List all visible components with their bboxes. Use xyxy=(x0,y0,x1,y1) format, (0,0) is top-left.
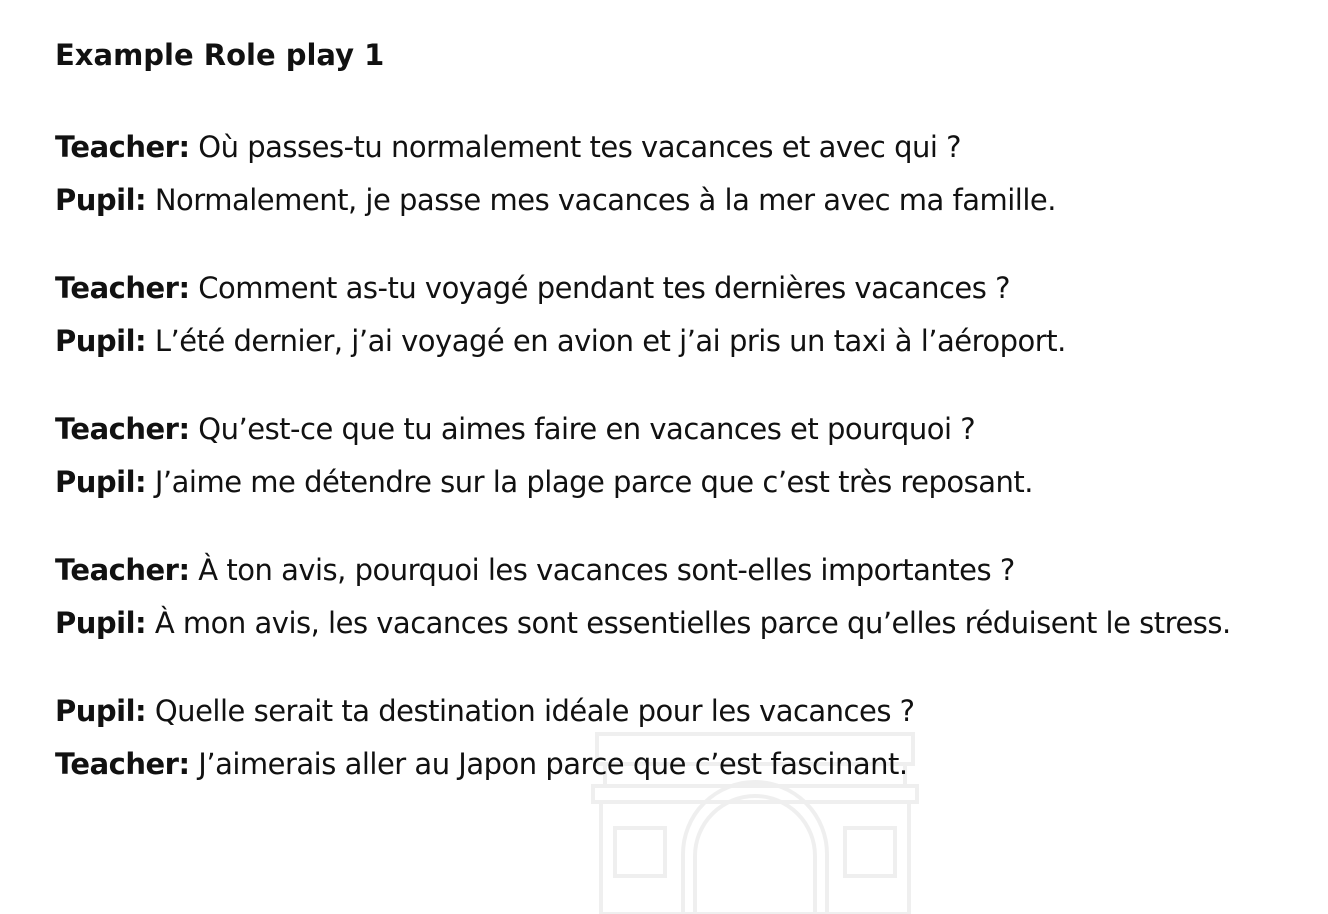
dialogue-line xyxy=(55,551,1015,589)
dialogue-line xyxy=(55,269,1010,307)
speaker-label: Teacher: xyxy=(55,130,190,164)
speaker-label: Teacher: xyxy=(55,553,190,587)
speaker-label: Pupil: xyxy=(55,465,147,499)
dialogue-line xyxy=(55,463,1033,501)
line-text: Comment as-tu voyagé pendant tes dernières vacances ? xyxy=(189,271,1010,305)
dialogue-line xyxy=(55,692,915,730)
line-text: Quelle serait ta destination idéale pour les vacances ? xyxy=(146,694,915,728)
speaker-label: Teacher: xyxy=(55,271,190,305)
speaker-label: Pupil: xyxy=(55,694,147,728)
line-text: J’aimerais aller au Japon parce que c’est fascinant. xyxy=(189,747,908,781)
line-text: Normalement, je passe mes vacances à la mer avec ma famille. xyxy=(146,183,1056,217)
line-text: J’aime me détendre sur la plage parce que c’est très reposant. xyxy=(146,465,1034,499)
speaker-label: Pupil: xyxy=(55,183,147,217)
line-text: Où passes-tu normalement tes vacances et avec qui ? xyxy=(189,130,962,164)
line-text: Qu’est-ce que tu aimes faire en vacances et pourquoi ? xyxy=(189,412,976,446)
speaker-label: Teacher: xyxy=(55,412,190,446)
line-text: À mon avis, les vacances sont essentielles parce qu’elles réduisent le stress. xyxy=(146,606,1231,640)
page-title: Example Role play 1 xyxy=(55,38,385,72)
line-text: L’été dernier, j’ai voyagé en avion et j’ai pris un taxi à l’aéroport. xyxy=(146,324,1066,358)
dialogue-line xyxy=(55,410,975,448)
speaker-label: Pupil: xyxy=(55,324,147,358)
dialogue-line xyxy=(55,128,961,166)
dialogue-line xyxy=(55,322,1066,360)
line-text: À ton avis, pourquoi les vacances sont-elles importantes ? xyxy=(189,553,1015,587)
arch-watermark-icon xyxy=(585,728,925,914)
dialogue-line xyxy=(55,181,1056,219)
dialogue-line xyxy=(55,604,1231,642)
speaker-label: Pupil: xyxy=(55,606,147,640)
speaker-label: Teacher: xyxy=(55,747,190,781)
